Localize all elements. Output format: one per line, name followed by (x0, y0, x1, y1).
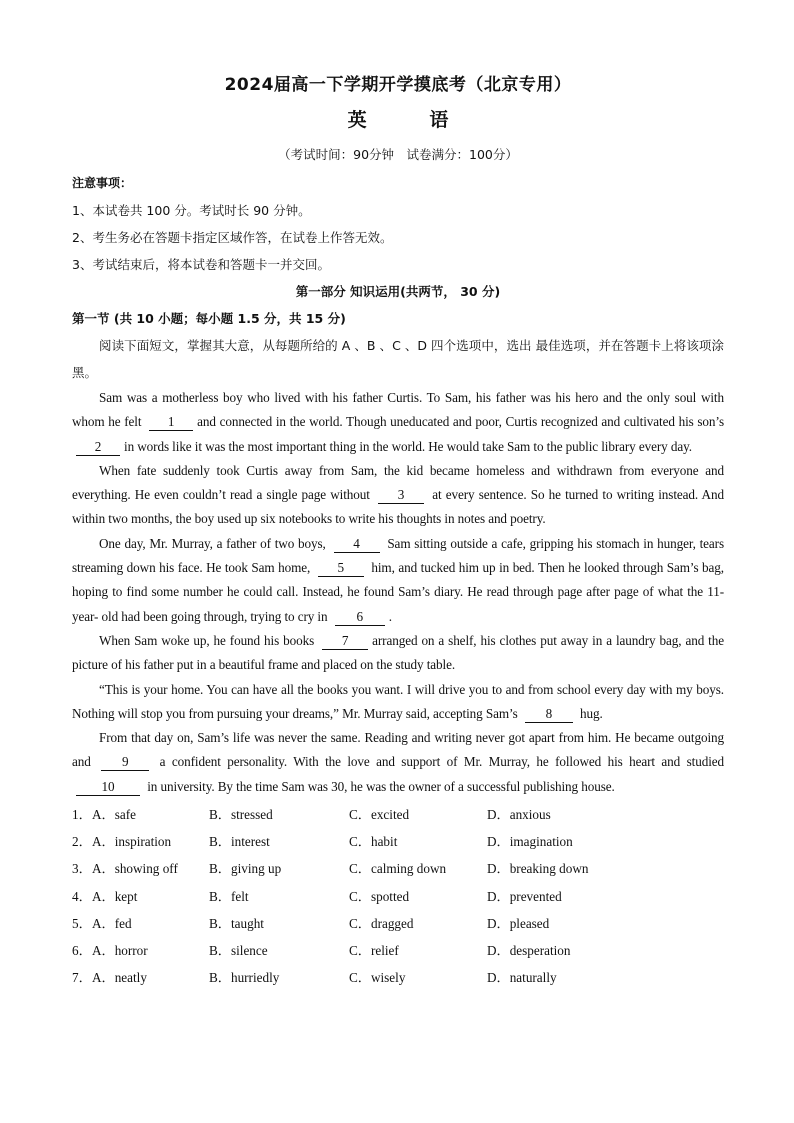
option-a: A．safe (92, 807, 136, 823)
option-d: D．desperation (487, 942, 571, 958)
question-number: 3． (72, 861, 92, 877)
option-b: B．stressed (209, 807, 273, 823)
passage-paragraph (72, 386, 724, 459)
passage-text: hug. (580, 705, 603, 721)
passage-paragraph (72, 629, 724, 678)
blank-6: 6 (335, 609, 385, 626)
passage-paragraph (72, 459, 724, 532)
question-number: 7． (72, 970, 92, 986)
question-row (72, 910, 724, 937)
option-b: B．giving up (209, 861, 282, 877)
option-c: C．relief (349, 942, 399, 958)
option-c: C．calming down (349, 861, 447, 877)
passage-text: him, and tucked him up in bed. Then he looked through Sam’s bag, hoping to find some number he could call. Instead, he found Sam’s diary. He read through page after page of what the 11-year- old had been going through, trying to cry in (72, 560, 724, 624)
option-d: D．pleased (487, 915, 550, 931)
option-c: C．wisely (349, 970, 406, 986)
question-row (72, 801, 724, 828)
option-a: A．inspiration (92, 834, 172, 850)
blank-7: 7 (322, 633, 368, 650)
passage-text: Sam was a motherless boy who lived with his father Curtis. To Sam, his father was his hero and the only soul with whom he felt (72, 390, 724, 430)
option-b: B．hurriedly (209, 970, 280, 986)
blank-5: 5 (318, 560, 364, 577)
note-item: 1、本试卷共 100 分。考试时长 90 分钟。 (72, 203, 311, 218)
question-row (72, 964, 724, 991)
exam-info: （考试时间：90分钟 试卷满分：100分） (278, 147, 518, 162)
option-c: C．spotted (349, 888, 410, 904)
option-a: A．neatly (92, 970, 147, 986)
instructions: 阅读下面短文，掌握其大意，从每题所给的 A 、B 、C 、D 四个选项中，选出 最佳选项，并在答题卡上将该项涂黑。 (72, 338, 724, 380)
passage-text: . (388, 608, 392, 624)
passage-text: When Sam woke up, he found his books (99, 632, 315, 648)
exam-title: 2024届高一下学期开学摸底考（北京专用） (224, 75, 572, 95)
option-c: C．habit (349, 834, 398, 850)
option-d: D．anxious (487, 807, 551, 823)
question-row (72, 855, 724, 882)
section-title: 第一节 (共 10 小题；每小题 1.5 分，共 15 分) (72, 311, 346, 326)
option-c: C．dragged (349, 915, 414, 931)
question-row (72, 937, 724, 964)
option-b: B．silence (209, 942, 268, 958)
note-item: 3、考试结束后，将本试卷和答题卡一并交回。 (72, 257, 330, 272)
passage-text: in university. By the time Sam was 30, he was the owner of a successful publishing house. (147, 778, 615, 794)
option-d: D．imagination (487, 834, 573, 850)
option-d: D．breaking down (487, 861, 589, 877)
passage-paragraph (72, 532, 724, 629)
passage-text: Sam sitting outside a cafe, gripping his stomach in hunger, tears streaming down his face. He took Sam home, (72, 535, 725, 576)
option-d: D．prevented (487, 888, 562, 904)
question-number: 4． (72, 888, 92, 904)
blank-3: 3 (378, 487, 424, 504)
question-number: 6． (72, 942, 92, 958)
option-b: B．taught (209, 915, 264, 931)
question-number: 1． (72, 807, 92, 823)
passage-paragraph (72, 678, 724, 727)
option-b: B．felt (209, 888, 249, 904)
passage-text: and connected in the world. Though uneducated and poor, Curtis recognized and cultivated his son’s (197, 414, 724, 430)
subject-heading (72, 100, 724, 140)
blank-10: 10 (76, 779, 140, 796)
option-a: A．fed (92, 915, 132, 931)
passage-text: When fate suddenly took Curtis away from Sam, the kid became homeless and withdrawn from everyone and everything. He even couldn’t read a single page without (72, 462, 724, 503)
blank-4: 4 (334, 536, 380, 553)
passage-text: From that day on, Sam’s life was never the same. Reading and writing never got apart from him. He became outgoing and (72, 730, 724, 770)
blank-9: 9 (101, 754, 149, 771)
option-a: A．showing off (92, 861, 178, 877)
blank-1: 1 (149, 414, 193, 431)
exam-page (72, 72, 724, 991)
part-title: 第一部分 知识运用(共两节， 30 分) (295, 284, 501, 299)
notes-title: 注意事项： (72, 176, 133, 190)
subject-char-2: 语 (429, 109, 449, 131)
blank-2: 2 (76, 439, 120, 456)
subject-char-1: 英 (347, 109, 367, 131)
option-a: A．kept (92, 888, 138, 904)
option-c: C．excited (349, 807, 410, 823)
option-a: A．horror (92, 942, 148, 958)
question-options (72, 801, 724, 991)
option-d: D．naturally (487, 970, 557, 986)
question-number: 5． (72, 915, 92, 931)
passage-text: at every sentence. So he turned to writing instead. And within two months, the boy used up six notebooks to write his thoughts in notes and poetry. (72, 487, 724, 527)
question-number: 2． (72, 834, 92, 850)
option-b: B．interest (209, 834, 270, 850)
passage-paragraph (72, 726, 724, 799)
question-row (72, 883, 724, 910)
passage-text: in words like it was the most important thing in the world. He would take Sam to the public library every day. (124, 438, 692, 454)
blank-8: 8 (525, 706, 573, 723)
passage-text: One day, Mr. Murray, a father of two boys, (99, 535, 326, 551)
note-item: 2、考生务必在答题卡指定区域作答，在试卷上作答无效。 (72, 230, 393, 245)
passage (72, 386, 724, 799)
passage-text: arranged on a shelf, his clothes put away in a laundry bag, and the picture of his father put in a beautiful frame and placed on the study table. (72, 632, 724, 673)
passage-text: a confident personality. With the love and support of Mr. Murray, he followed his heart and studied (159, 754, 725, 770)
question-row (72, 828, 724, 855)
passage-text: “This is your home. You can have all the books you want. I will drive you to and from school every day with my boys. Nothing will stop you from pursuing your dreams,” Mr. Murray said, accepting Sam’s (72, 681, 724, 721)
